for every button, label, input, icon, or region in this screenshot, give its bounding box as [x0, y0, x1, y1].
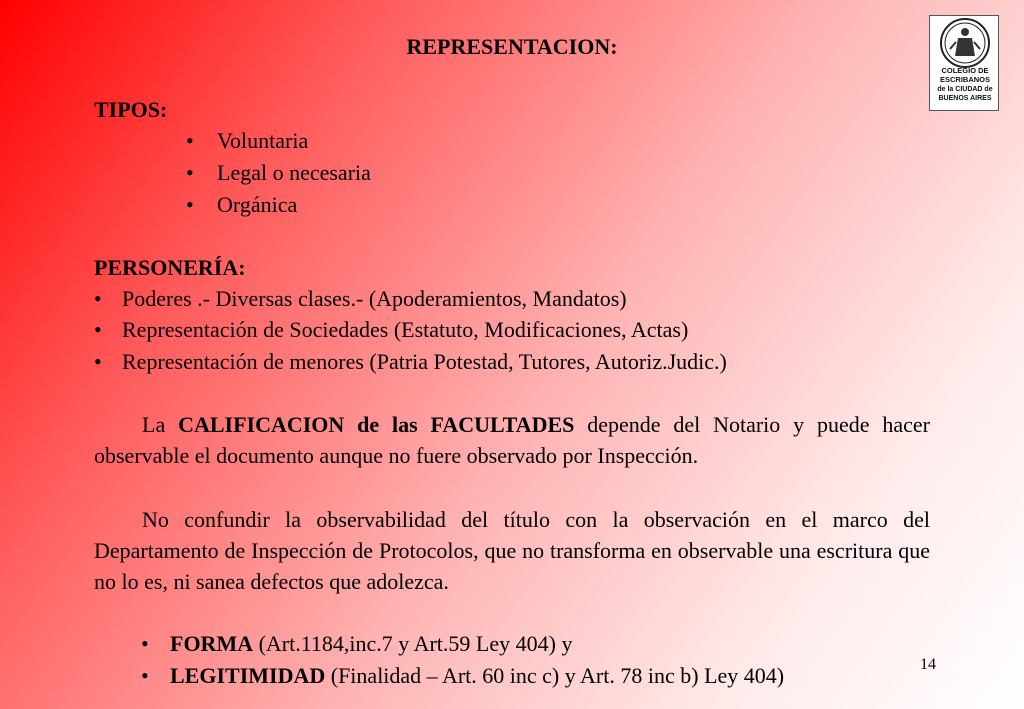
calificacion-paragraph [94, 409, 930, 471]
logo-line-1: COLEGIO DE [941, 66, 989, 75]
bullet-icon: • [186, 192, 194, 217]
bullet-icon: • [94, 349, 102, 374]
tipo-item: Voluntaria [217, 128, 309, 153]
page-number: 14 [920, 656, 936, 673]
calificacion-prefix: La [142, 412, 179, 437]
legitimidad-rest: (Finalidad – Art. 60 inc c) y Art. 78 inc b) Ley 404) [325, 663, 785, 688]
bullet-icon: • [94, 286, 102, 311]
logo-line-2: ESCRIBANOS [939, 75, 991, 84]
bullet-icon: • [186, 128, 194, 153]
slide-title: REPRESENTACION: [406, 34, 618, 59]
forma-item [170, 630, 572, 658]
legitimidad-item [170, 662, 784, 690]
seal-icon [930, 16, 1000, 112]
forma-bold: FORMA [170, 631, 254, 656]
personeria-item: Representación de menores (Patria Potestad, Tutores, Autoriz.Judic.) [122, 349, 727, 374]
logo-line-3: de la CIUDAD de [937, 86, 993, 93]
personeria-item: Poderes .- Diversas clases.- (Apoderamientos, Mandatos) [122, 286, 627, 311]
tipo-item: Legal o necesaria [217, 160, 371, 185]
bullet-icon: • [141, 631, 149, 656]
personeria-item: Representación de Sociedades (Estatuto, Modificaciones, Actas) [122, 317, 689, 342]
bullet-icon: • [141, 663, 149, 688]
forma-rest: (Art.1184,inc.7 y Art.59 Ley 404) y [253, 631, 573, 656]
calificacion-bold: CALIFICACION de las FACULTADES [178, 412, 575, 437]
bullet-icon: • [94, 317, 102, 342]
confundir-paragraph: No confundir la observabilidad del título con la observación en el marco del Departamento de Inspección de Protocolos, que no transforma en observable una escritura que no lo es, ni sanea defectos que adolezca. [94, 507, 930, 594]
tipo-item: Orgánica [217, 192, 298, 217]
logo-line-4: BUENOS AIRES [938, 95, 992, 102]
calificacion-suffix: depende del Notario y puede hacer observable el documento aunque no fuere observado por Inspección. [94, 412, 930, 468]
legitimidad-bold: LEGITIMIDAD [170, 663, 326, 688]
bullet-icon: • [186, 160, 194, 185]
tipos-heading: TIPOS: [94, 97, 168, 122]
personeria-heading: PERSONERÍA: [94, 255, 246, 280]
colegio-escribanos-logo [929, 15, 999, 111]
